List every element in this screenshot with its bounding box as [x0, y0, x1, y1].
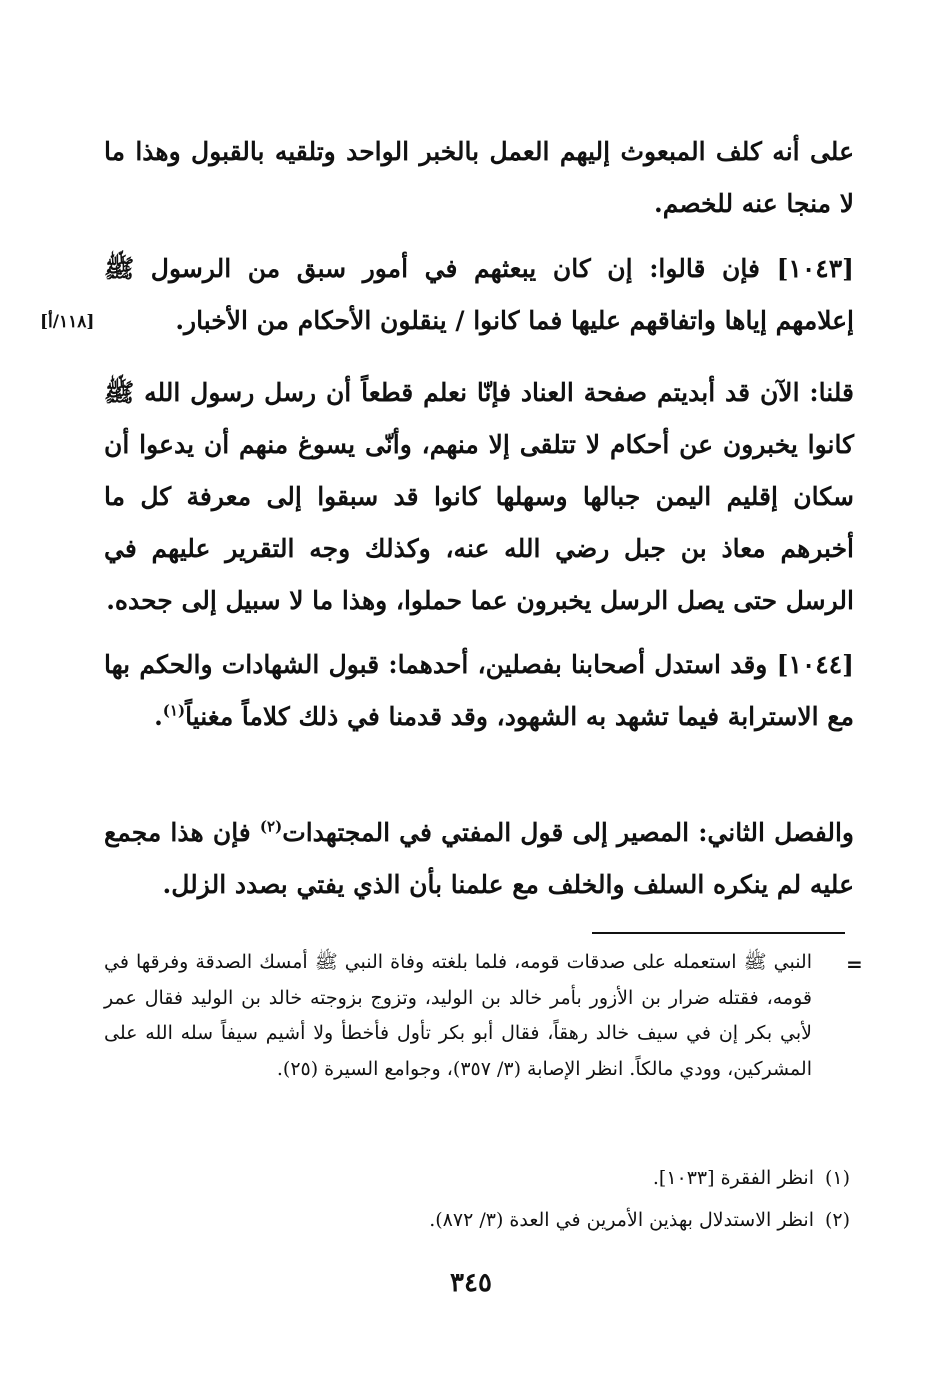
- footnote-1: [104, 1163, 850, 1193]
- paragraph-second-text-b: فإن هذا مجمع عليه لم ينكره السلف والخلف مع علمنا بأن الذي يفتي بصدد الزلل.: [104, 818, 854, 899]
- paragraph-reply-text: قلنا: الآن قد أبديتم صفحة العناد فإنّا نعلم قطعاً أن رسل رسول الله ﷺ كانوا يخبرون عن أحكام لا تتلقى إلا منهم، وأنّى يسوغ منهم أن يدعوا أن سكان إقليم اليمن جبالها وسهلها كانوا قد سبقوا إلى معرفة كل ما أخبرهم معاذ بن جبل رضي الله عنه، وكذلك وجه التقرير عليهم في الرسل حتى يصل الرسل يخبرون عما حملوا، وهذا ما لا سبيل إلى جحده.: [104, 378, 854, 615]
- paragraph-second-section: [104, 807, 854, 911]
- paragraph-reply: [104, 367, 854, 627]
- paragraph-number-1043: [١٠٤٣]: [776, 254, 854, 283]
- paragraph-intro: [104, 126, 854, 230]
- paragraph-1043: [104, 243, 854, 347]
- paragraph-intro-text: على أنه كلف المبعوث إليهم العمل بالخبر الواحد وتلقيه بالقبول وهذا ما لا منجا عنه للخصم.: [104, 137, 854, 218]
- footnote-1-text: انظر الفقرة [١٠٣٣].: [652, 1167, 814, 1189]
- paragraph-1044-text: وقد استدل أصحابنا بفصلين، أحدهما: قبول الشهادات والحكم بها مع الاسترابة فيما تشهد به الشهود، وقد قدمنا في ذلك كلاماً مغنياً: [104, 650, 854, 731]
- page-number: ٣٤٥: [450, 1268, 492, 1298]
- paragraph-1044: [104, 639, 854, 743]
- footnote-2: [104, 1205, 850, 1235]
- footnote-separator: [592, 932, 845, 934]
- paragraph-1044-end: .: [154, 702, 163, 731]
- paragraph-1043-text: فإن قالوا: إن كان يبعثهم في أمور سبق من الرسول ﷺ إعلامهم إياها واتفاقهم عليها فما كانوا / ينقلون الأحكام من الأخبار.: [104, 254, 854, 335]
- footnote-2-number: (٢): [824, 1209, 850, 1231]
- footnote-1-number: (١): [824, 1167, 850, 1189]
- paragraph-number-1044: [١٠٤٤]: [776, 650, 854, 679]
- footnote-ref-1[interactable]: (١): [162, 701, 186, 720]
- footnote-ref-2[interactable]: (٢): [259, 817, 283, 836]
- footnote-continuation: النبي ﷺ استعمله على صدقات قومه، فلما بلغته وفاة النبي ﷺ أمسك الصدقة وفرقها في قومه، فقتله ضرار بن الأزور بأمر خالد بن الوليد، وتزوج بزوجته خالد بن الوليد فقال عمر لأبي بكر إن في سيف خالد رهقاً، فقال أبو بكر تأول فأخطأ ولا أشيم سيفاً سله الله على المشركين، وودي مالكاً. انظر الإصابة (٣/ ٣٥٧)، وجوامع السيرة (٢٥).: [104, 951, 812, 1080]
- manuscript-folio-reference: [١١٨/أ]: [40, 312, 95, 332]
- paragraph-second-text-a: والفصل الثاني: المصير إلى قول المفتي في المجتهدات: [282, 818, 854, 847]
- footnote-continuation-mark: =: [846, 952, 863, 976]
- footnote-2-text: انظر الاستدلال بهذين الأمرين في العدة (٣/ ٨٧٢).: [429, 1209, 814, 1231]
